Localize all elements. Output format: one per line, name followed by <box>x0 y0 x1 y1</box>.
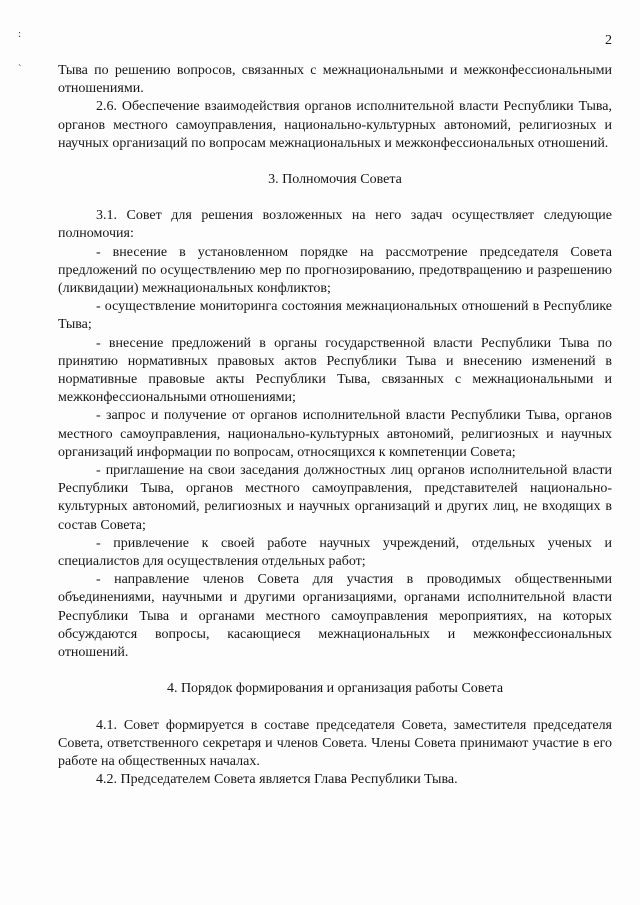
list-item: - внесение предложений в органы государственной власти Республики Тыва по принятию нормативных правовых актов Республики Тыва и внесению изменений в нормативные правовые акты Республики Тыва, связанных с межнациональными и межконфессиональными отношениями; <box>58 335 612 406</box>
scan-mark-top: : <box>18 28 22 40</box>
list-item: - направление членов Совета для участия в проводимых общественными объединениями, научными и другими организациями, органами исполнительной власти Республики Тыва и органами местного самоуправления мероприятиях, на которых обсуждаются вопросы, касающиеся межнациональных и межконфессиональных отношений. <box>58 572 612 661</box>
list-item: - осуществление мониторинга состояния межнациональных отношений в Республике Тыва; <box>58 299 612 333</box>
list-item: - запрос и получение от органов исполнительной власти Республики Тыва, органов местного самоуправления, национально-культурных автономий, религиозных и научных организаций информации по вопросам, относящихся к компетенции Совета; <box>58 408 612 460</box>
section-4-heading: 4. Порядок формирования и организация работы Совета <box>166 681 504 697</box>
list-item: - приглашение на свои заседания должностных лиц органов исполнительной власти Республики Тыва, органов местного самоуправления, представителей национально-культурных автономий, религиозных и научных организаций и других лиц, не входящих в состав Совета; <box>58 463 612 533</box>
section-3-heading: 3. Полномочия Совета <box>268 172 402 188</box>
paragraph-4-2: 4.2. Председателем Совета является Глава Республики Тыва. <box>96 772 458 788</box>
list-item: - привлечение к своей работе научных учреждений, отдельных ученых и специалистов для осуществления отдельных работ; <box>58 535 612 570</box>
paragraph-3-1: 3.1. Совет для решения возложенных на него задач осуществляет следующие полномочия: <box>58 208 612 242</box>
document-body <box>58 62 612 789</box>
list-item: - внесение в установленном порядке на рассмотрение председателя Совета предложений по осуществлению мер по прогнозированию, предотвращению и разрешению (ликвидации) межнациональных конфликтов; <box>58 244 612 297</box>
paragraph-continuation: Тыва по решению вопросов, связанных с межнациональными и межконфессиональными отношениями. <box>58 63 612 97</box>
paragraph-4-1: 4.1. Совет формируется в составе председателя Совета, заместителя председателя Совета, ответственного секретаря и членов Совета. Члены Совета принимают участие в его работе на общественных началах. <box>58 717 612 769</box>
scan-mark-middle: ` <box>18 63 22 75</box>
paragraph-2-6: 2.6. Обеспечение взаимодействия органов исполнительной власти Республики Тыва, органов местного самоуправления, национально-культурных автономий, религиозных и научных организаций по вопросам межнациональных и межконфессиональных отношений. <box>58 99 612 151</box>
page-number: 2 <box>605 33 612 48</box>
